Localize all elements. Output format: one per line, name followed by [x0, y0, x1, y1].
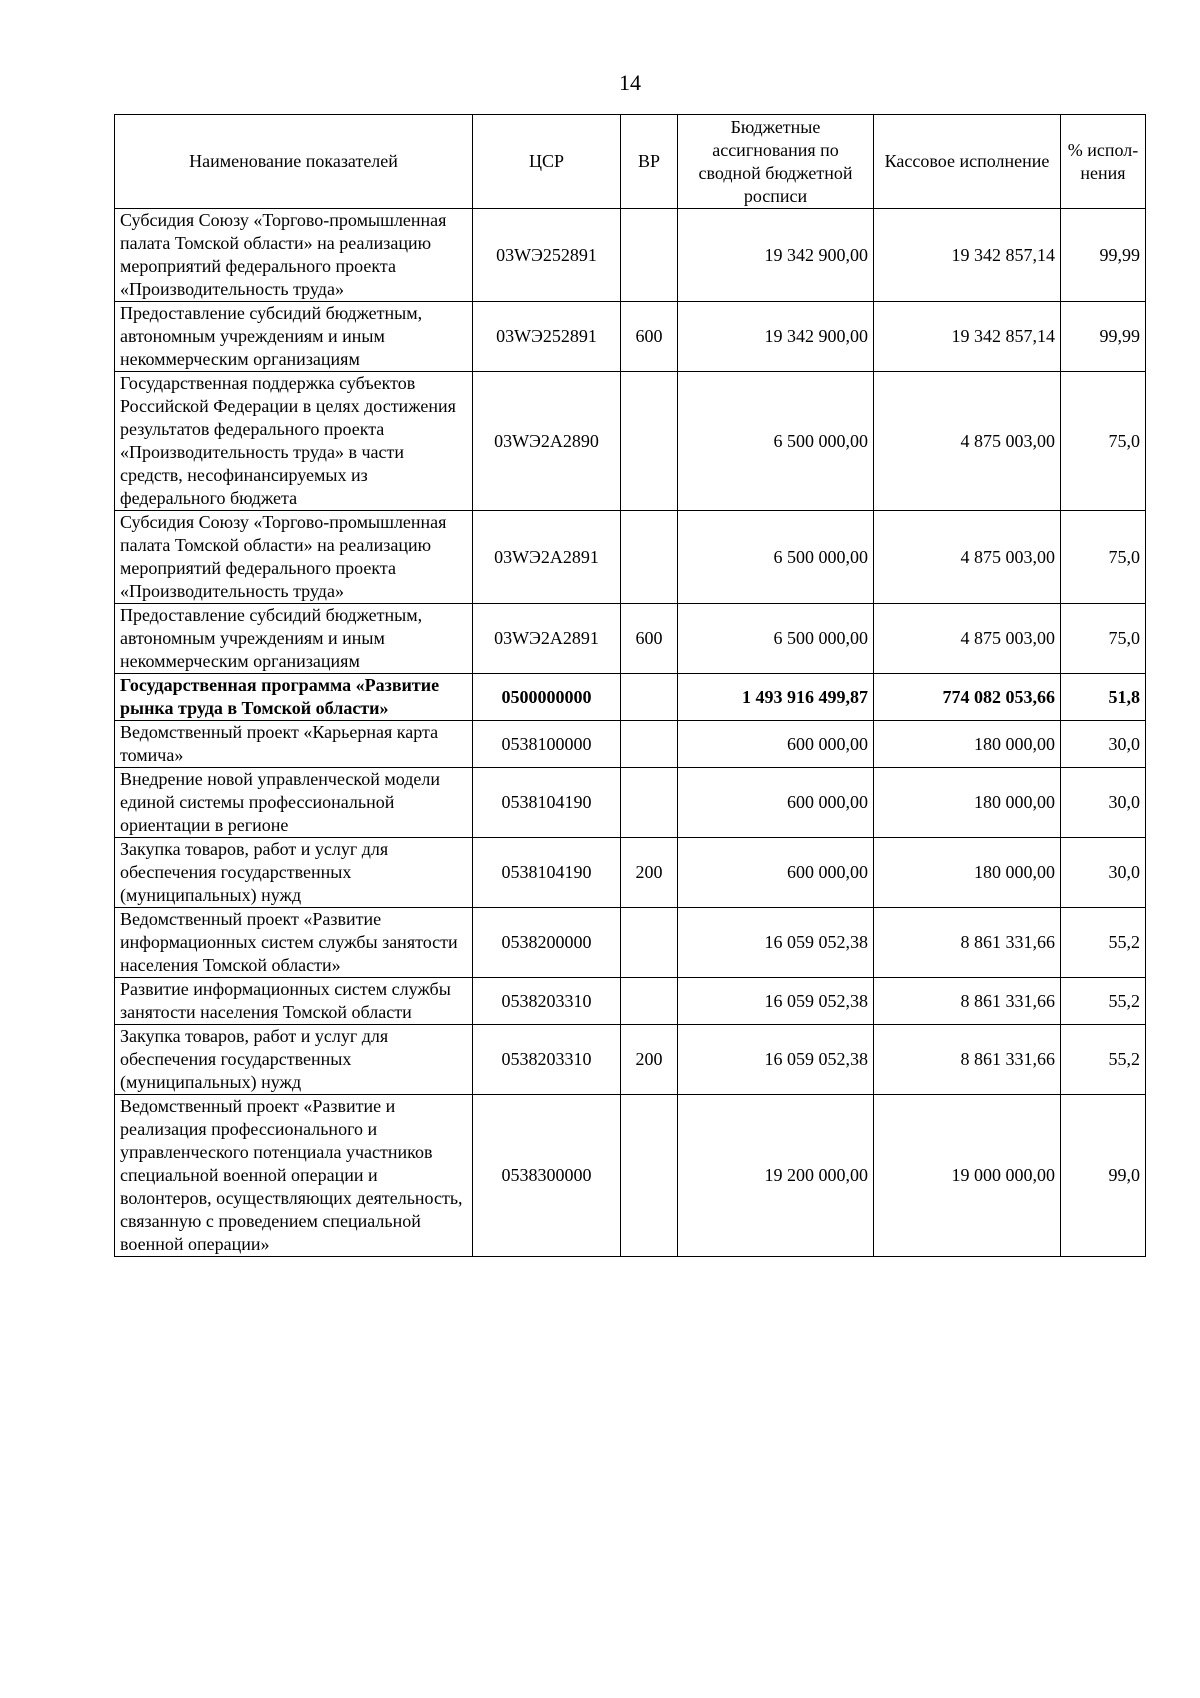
row-csr: 0538104190 — [473, 768, 621, 838]
row-budget: 600 000,00 — [678, 838, 874, 908]
page-number: 14 — [619, 70, 641, 95]
row-cash: 4 875 003,00 — [874, 372, 1061, 511]
row-cash: 774 082 053,66 — [874, 674, 1061, 721]
row-vr: 200 — [621, 1025, 678, 1095]
table-body — [115, 209, 1146, 1257]
row-percent: 75,0 — [1061, 511, 1146, 604]
table-row — [115, 674, 1146, 721]
row-vr — [621, 372, 678, 511]
table-row — [115, 978, 1146, 1025]
row-name: Государственная поддержка субъектов Российской Федерации в целях достижения результатов федерального проекта «Производительность труда» в части средств, несофинансируемых из федерального бюджета — [115, 372, 473, 511]
row-vr — [621, 511, 678, 604]
row-budget: 6 500 000,00 — [678, 372, 874, 511]
row-budget: 16 059 052,38 — [678, 1025, 874, 1095]
row-vr — [621, 209, 678, 302]
row-cash: 180 000,00 — [874, 721, 1061, 768]
row-budget: 19 342 900,00 — [678, 302, 874, 372]
table-row — [115, 838, 1146, 908]
row-vr — [621, 721, 678, 768]
row-name: Закупка товаров, работ и услуг для обеспечения государственных (муниципальных) нужд — [115, 838, 473, 908]
row-budget: 600 000,00 — [678, 721, 874, 768]
table-row — [115, 908, 1146, 978]
header-name: Наименование показателей — [115, 115, 473, 209]
table-row — [115, 1095, 1146, 1257]
row-csr: 03WЭ2А2891 — [473, 604, 621, 674]
row-vr — [621, 768, 678, 838]
row-percent: 55,2 — [1061, 978, 1146, 1025]
row-vr — [621, 978, 678, 1025]
header-percent: % испол-нения — [1061, 115, 1146, 209]
row-vr: 600 — [621, 302, 678, 372]
row-budget: 16 059 052,38 — [678, 978, 874, 1025]
row-name: Ведомственный проект «Карьерная карта томича» — [115, 721, 473, 768]
row-csr: 0500000000 — [473, 674, 621, 721]
budget-execution-table — [114, 114, 1146, 1257]
row-percent: 30,0 — [1061, 768, 1146, 838]
table-row — [115, 302, 1146, 372]
row-name: Предоставление субсидий бюджетным, автономным учреждениям и иным некоммерческим организациям — [115, 302, 473, 372]
row-csr: 0538100000 — [473, 721, 621, 768]
row-name: Ведомственный проект «Развитие и реализация профессионального и управленческого потенциала участников специальной военной операции и волонтеров, осуществляющих деятельность, связанную с проведением специальной военной операции» — [115, 1095, 473, 1257]
row-csr: 03WЭ2А2890 — [473, 372, 621, 511]
row-name: Предоставление субсидий бюджетным, автономным учреждениям и иным некоммерческим организациям — [115, 604, 473, 674]
table-row — [115, 372, 1146, 511]
row-percent: 30,0 — [1061, 721, 1146, 768]
row-cash: 180 000,00 — [874, 838, 1061, 908]
row-percent: 30,0 — [1061, 838, 1146, 908]
row-csr: 0538300000 — [473, 1095, 621, 1257]
header-csr: ЦСР — [473, 115, 621, 209]
table-row — [115, 1025, 1146, 1095]
row-csr: 03WЭ252891 — [473, 209, 621, 302]
row-vr — [621, 908, 678, 978]
row-percent: 55,2 — [1061, 908, 1146, 978]
row-csr: 0538203310 — [473, 978, 621, 1025]
row-name: Ведомственный проект «Развитие информационных систем службы занятости населения Томской области» — [115, 908, 473, 978]
row-cash: 180 000,00 — [874, 768, 1061, 838]
table-row — [115, 209, 1146, 302]
row-name: Государственная программа «Развитие рынка труда в Томской области» — [115, 674, 473, 721]
table-row — [115, 768, 1146, 838]
row-csr: 03WЭ2А2891 — [473, 511, 621, 604]
header-cash: Кассовое исполнение — [874, 115, 1061, 209]
row-percent: 99,99 — [1061, 209, 1146, 302]
row-name: Субсидия Союзу «Торгово-промышленная палата Томской области» на реализацию мероприятий федерального проекта «Производительность труда» — [115, 511, 473, 604]
row-cash: 8 861 331,66 — [874, 908, 1061, 978]
row-percent: 75,0 — [1061, 372, 1146, 511]
row-budget: 600 000,00 — [678, 768, 874, 838]
row-csr: 03WЭ252891 — [473, 302, 621, 372]
row-percent: 55,2 — [1061, 1025, 1146, 1095]
row-cash: 4 875 003,00 — [874, 511, 1061, 604]
row-cash: 8 861 331,66 — [874, 1025, 1061, 1095]
row-vr: 200 — [621, 838, 678, 908]
row-csr: 0538200000 — [473, 908, 621, 978]
header-budget: Бюджетные ассигнования по сводной бюджетной росписи — [678, 115, 874, 209]
row-budget: 19 342 900,00 — [678, 209, 874, 302]
row-percent: 51,8 — [1061, 674, 1146, 721]
header-vr: ВР — [621, 115, 678, 209]
row-vr — [621, 674, 678, 721]
row-percent: 75,0 — [1061, 604, 1146, 674]
row-percent: 99,0 — [1061, 1095, 1146, 1257]
row-name: Развитие информационных систем службы занятости населения Томской области — [115, 978, 473, 1025]
row-name: Внедрение новой управленческой модели единой системы профессиональной ориентации в регионе — [115, 768, 473, 838]
header-row — [115, 115, 1146, 209]
row-csr: 0538203310 — [473, 1025, 621, 1095]
row-cash: 19 342 857,14 — [874, 302, 1061, 372]
row-budget: 16 059 052,38 — [678, 908, 874, 978]
table-row — [115, 721, 1146, 768]
row-budget: 6 500 000,00 — [678, 604, 874, 674]
row-budget: 6 500 000,00 — [678, 511, 874, 604]
row-percent: 99,99 — [1061, 302, 1146, 372]
row-vr: 600 — [621, 604, 678, 674]
table-row — [115, 511, 1146, 604]
row-name: Закупка товаров, работ и услуг для обеспечения государственных (муниципальных) нужд — [115, 1025, 473, 1095]
row-cash: 8 861 331,66 — [874, 978, 1061, 1025]
row-budget: 1 493 916 499,87 — [678, 674, 874, 721]
row-name: Субсидия Союзу «Торгово-промышленная палата Томской области» на реализацию мероприятий федерального проекта «Производительность труда» — [115, 209, 473, 302]
row-cash: 19 000 000,00 — [874, 1095, 1061, 1257]
row-budget: 19 200 000,00 — [678, 1095, 874, 1257]
row-cash: 4 875 003,00 — [874, 604, 1061, 674]
row-vr — [621, 1095, 678, 1257]
row-csr: 0538104190 — [473, 838, 621, 908]
row-cash: 19 342 857,14 — [874, 209, 1061, 302]
table-row — [115, 604, 1146, 674]
